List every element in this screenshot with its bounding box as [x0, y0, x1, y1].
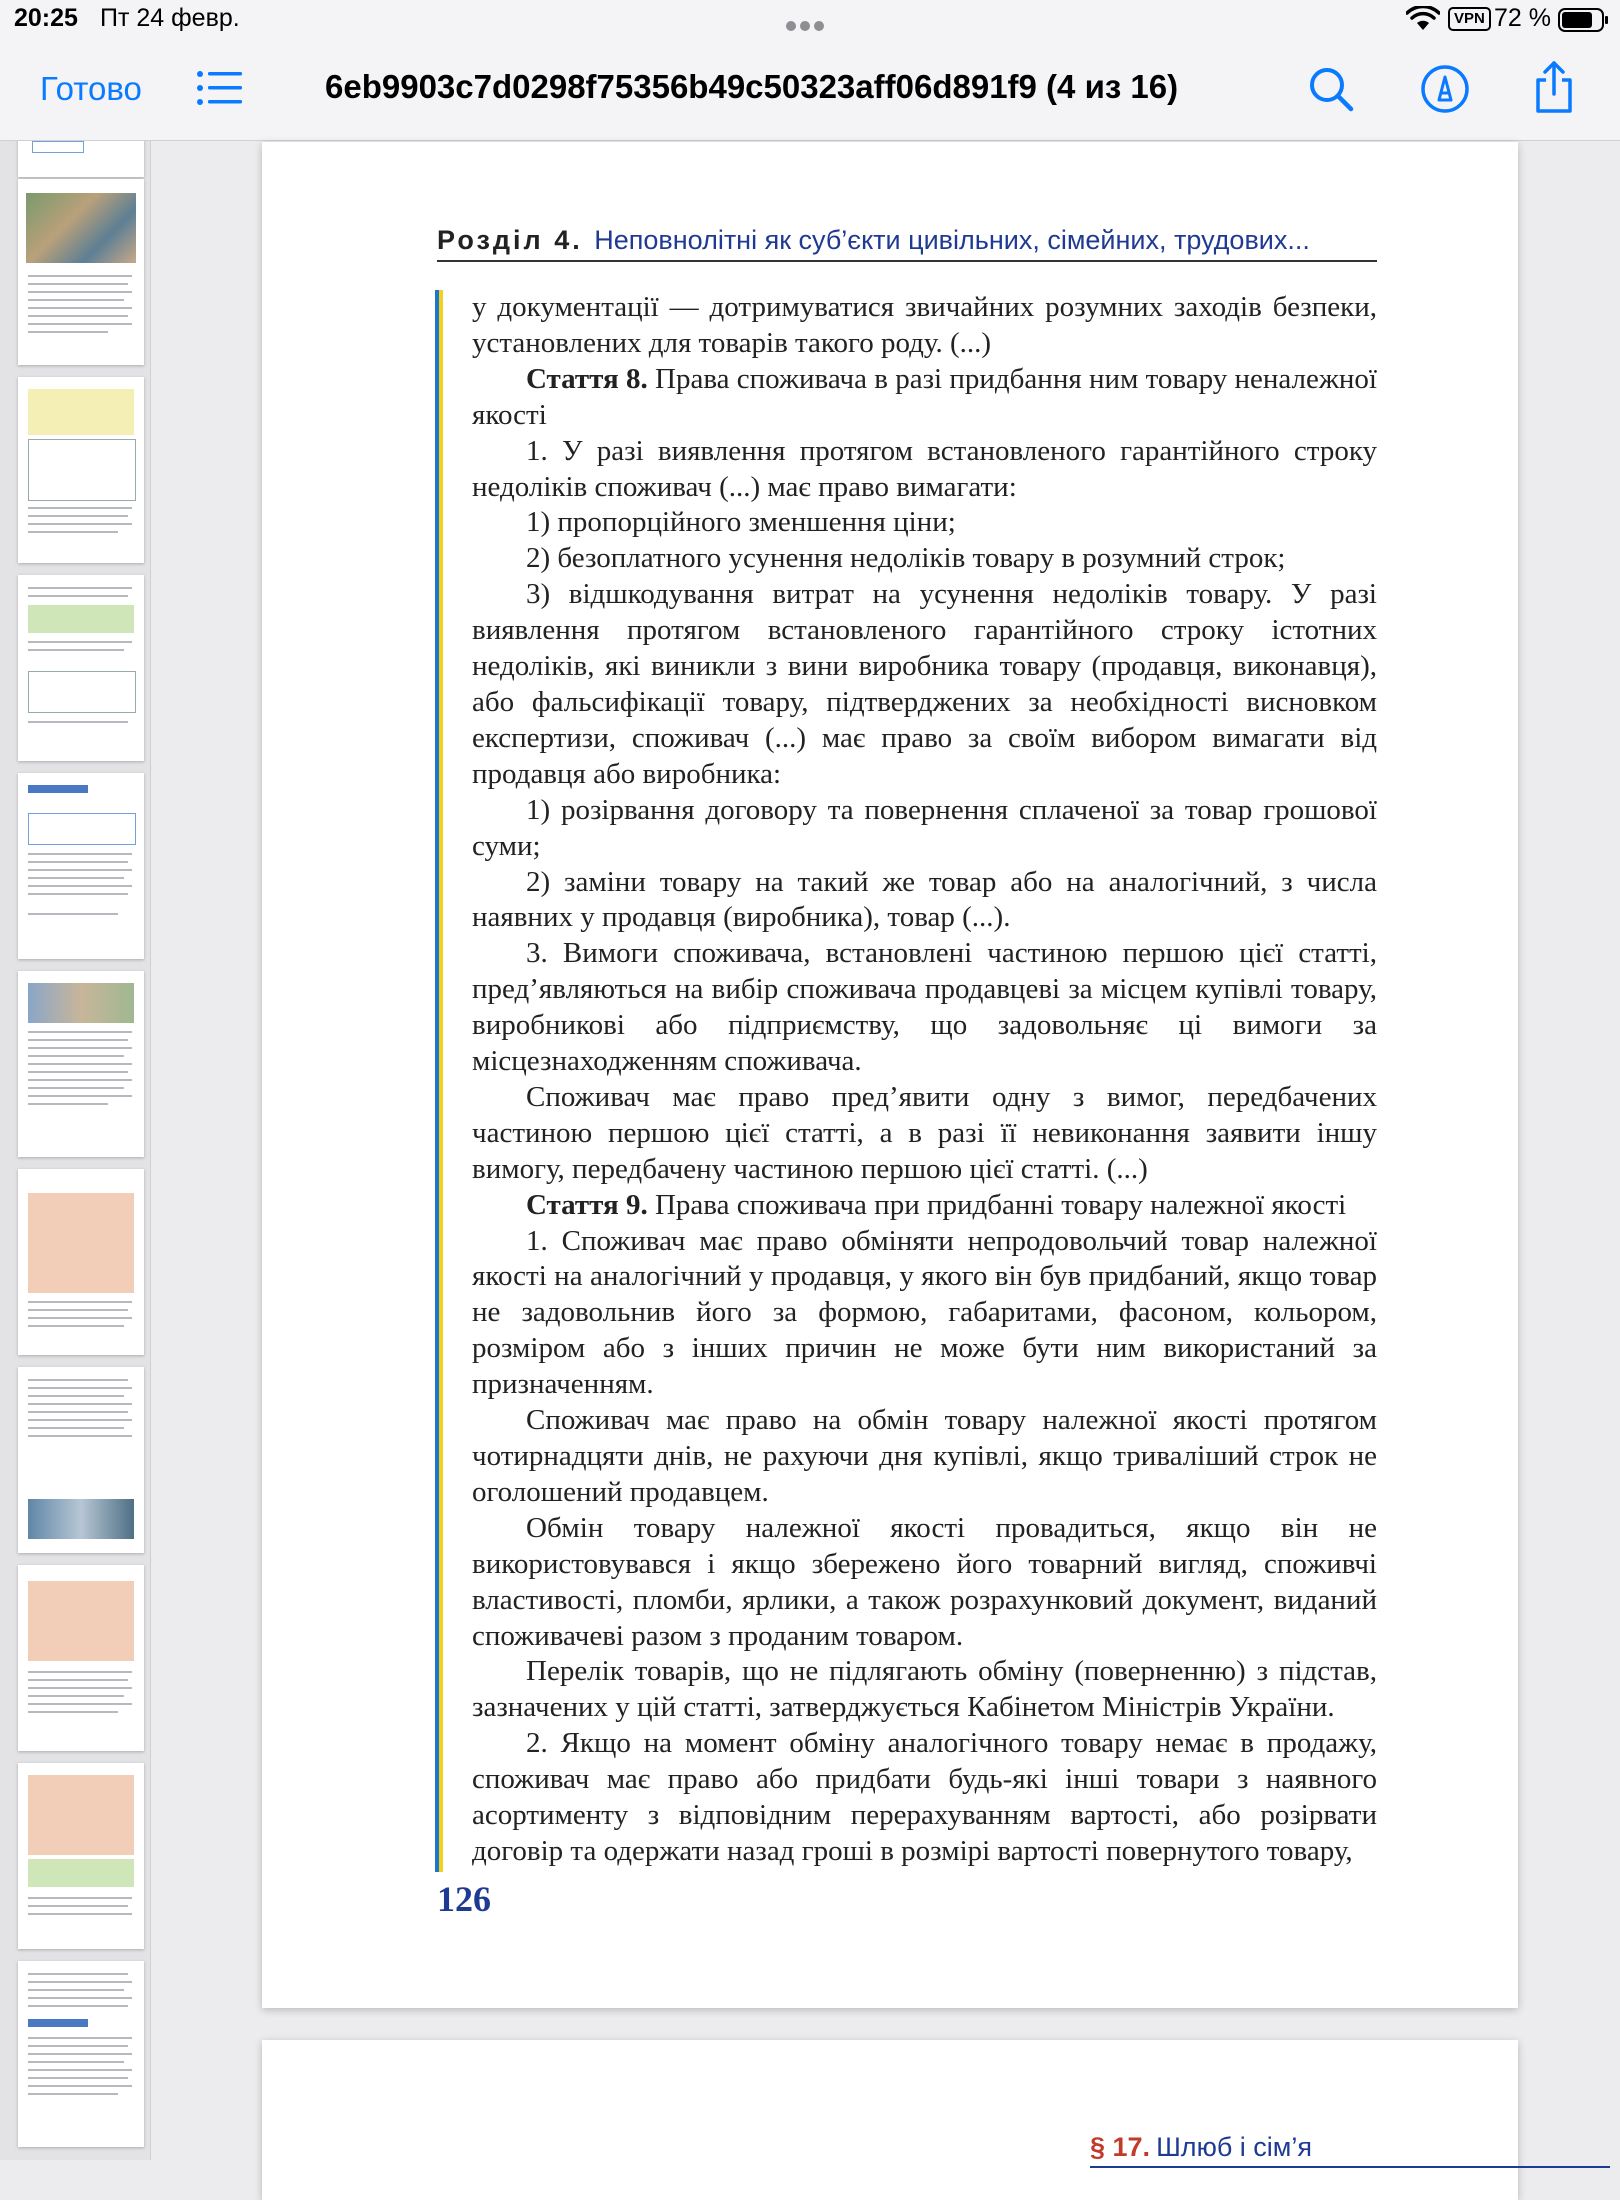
share-icon[interactable] — [1532, 60, 1576, 114]
next-document-page[interactable] — [262, 2040, 1518, 2200]
page-thumbnail[interactable] — [18, 1169, 144, 1355]
chapter-header — [437, 225, 1310, 256]
page-thumbnail[interactable] — [18, 179, 144, 365]
paragraph: 3. Вимоги споживача, встановлені частиною першою цієї статті, пред’являються на вибір споживача продавцеві за місцем купівлі товару, виробникові або підприємству, що задовольняє ці вимоги за місцезнаходженням споживача. — [472, 937, 1377, 1078]
markup-icon[interactable] — [1420, 64, 1470, 114]
article-text — [472, 290, 1377, 1870]
viewer-toolbar — [0, 40, 1620, 141]
quote-accent-bar — [435, 290, 443, 1872]
page-number: 126 — [437, 1879, 491, 1919]
paragraph: Споживач має право на обмін товару належної якості протягом чотирнадцяти днів, не рахуючи дня купівлі, якщо триваліший строк не оголошений продавцем. — [472, 1404, 1377, 1508]
chapter-title: Неповнолітні як суб’єкти цивільних, сімейних, трудових... — [594, 225, 1310, 255]
list-icon[interactable] — [196, 70, 242, 106]
page-thumbnail[interactable] — [18, 773, 144, 959]
paragraph: Перелік товарів, що не підлягають обміну (поверненню) з підстав, зазначених у цій статті, затверджується Кабінетом Міністрів України. — [472, 1655, 1377, 1724]
page-thumbnail[interactable] — [18, 971, 144, 1157]
section-number: § 17. — [1090, 2132, 1151, 2162]
section-header — [1090, 2132, 1312, 2163]
status-bar — [0, 0, 1620, 40]
paragraph: 1. У разі виявлення протягом встановленого гарантійного строку недоліків споживач (...) має право вимагати: — [472, 434, 1377, 503]
list-item: 2) заміни товару на такий же товар або на аналогічний, з числа наявних у продавця (виробника), товар (...). — [472, 865, 1377, 934]
page-thumbnail[interactable] — [18, 1763, 144, 1949]
section-title: Шлюб і сім’я — [1156, 2132, 1312, 2162]
status-date: Пт 24 февр. — [100, 4, 240, 32]
paragraph: Обмін товару належної якості провадиться, якщо він не використовувався і якщо збережено його товарний вигляд, споживчі властивості, пломби, ярлики, а також розрахунковий документ, виданий споживачеві разом з проданим товаром. — [472, 1511, 1377, 1652]
list-item: 2) безоплатного усунення недоліків товару в розумний строк; — [526, 542, 1286, 575]
page-thumbnail[interactable] — [18, 141, 144, 177]
battery-percentage: 72 % — [1494, 4, 1551, 32]
document-title: 6eb9903c7d0298f75356b49c50323aff06d891f9 (4 из 16) — [325, 68, 1179, 105]
page-thumbnail[interactable] — [18, 1565, 144, 1751]
battery-icon — [1558, 8, 1610, 32]
status-time: 20:25 — [14, 4, 78, 32]
search-icon[interactable] — [1308, 66, 1354, 112]
header-divider — [437, 260, 1377, 262]
wifi-icon — [1406, 6, 1440, 32]
list-item: 3) відшкодування витрат на усунення недоліків товару. У разі виявлення протягом встановленого гарантійного строку істотних недоліків, які виникли з вини виробника товару (продавця, виконавця), або фальсифікації товару, підтверджених за необхідності висновком експертизи, споживач (...) має право за своїм вибором вимагати від продавця або виробника: — [472, 578, 1377, 790]
list-item: 1) пропорційного зменшення ціни; — [526, 506, 956, 539]
page-thumbnail[interactable] — [18, 377, 144, 563]
page-thumbnail[interactable] — [18, 1961, 144, 2147]
article-heading: Стаття 9. Права споживача при придбанні товару належної якості — [526, 1188, 1347, 1221]
list-item: 1) розірвання договору та повернення сплаченої за товар грошової суми; — [472, 793, 1377, 862]
paragraph: 1. Споживач має право обміняти непродовольчий товар належної якості на аналогічний у продавця, у якого він був придбаний, якщо товар не задовольнив його за формою, габаритами, фасоном, кольором, розміром або з інших причин не може бути ним використаний за призначенням. — [472, 1224, 1377, 1401]
multitasking-dots-icon[interactable] — [786, 18, 832, 30]
paragraph: Споживач має право пред’явити одну з вимог, передбачених частиною першою цієї статті, а в разі її невиконання заявити іншу вимогу, передбачену частиною першою цієї статті. (...) — [472, 1080, 1377, 1185]
page-thumbnail[interactable] — [18, 1367, 144, 1553]
section-underline — [1090, 2166, 1610, 2168]
paragraph: 2. Якщо на момент обміну аналогічного товару немає в продажу, споживач має право або придбати будь-які інші товари з наявного асортименту з відповідним перерахуванням вартості, або розірвати договір та одержати назад гроші в розмірі вартості повернутого товару, — [472, 1727, 1377, 1867]
page-thumbnail-sidebar[interactable] — [0, 141, 151, 2160]
document-page[interactable] — [262, 142, 1518, 2008]
paragraph: у документації — дотримуватися звичайних розумних заходів безпеки, установлених для товарів такого роду. (...) — [472, 291, 1377, 359]
page-thumbnail[interactable] — [18, 575, 144, 761]
done-button[interactable]: Готово — [40, 70, 142, 107]
vpn-badge: VPN — [1448, 7, 1491, 31]
chapter-label: Розділ 4. — [437, 225, 583, 255]
article-heading: Стаття 8. Права споживача в разі придбання ним товару неналежної якості — [472, 362, 1377, 431]
